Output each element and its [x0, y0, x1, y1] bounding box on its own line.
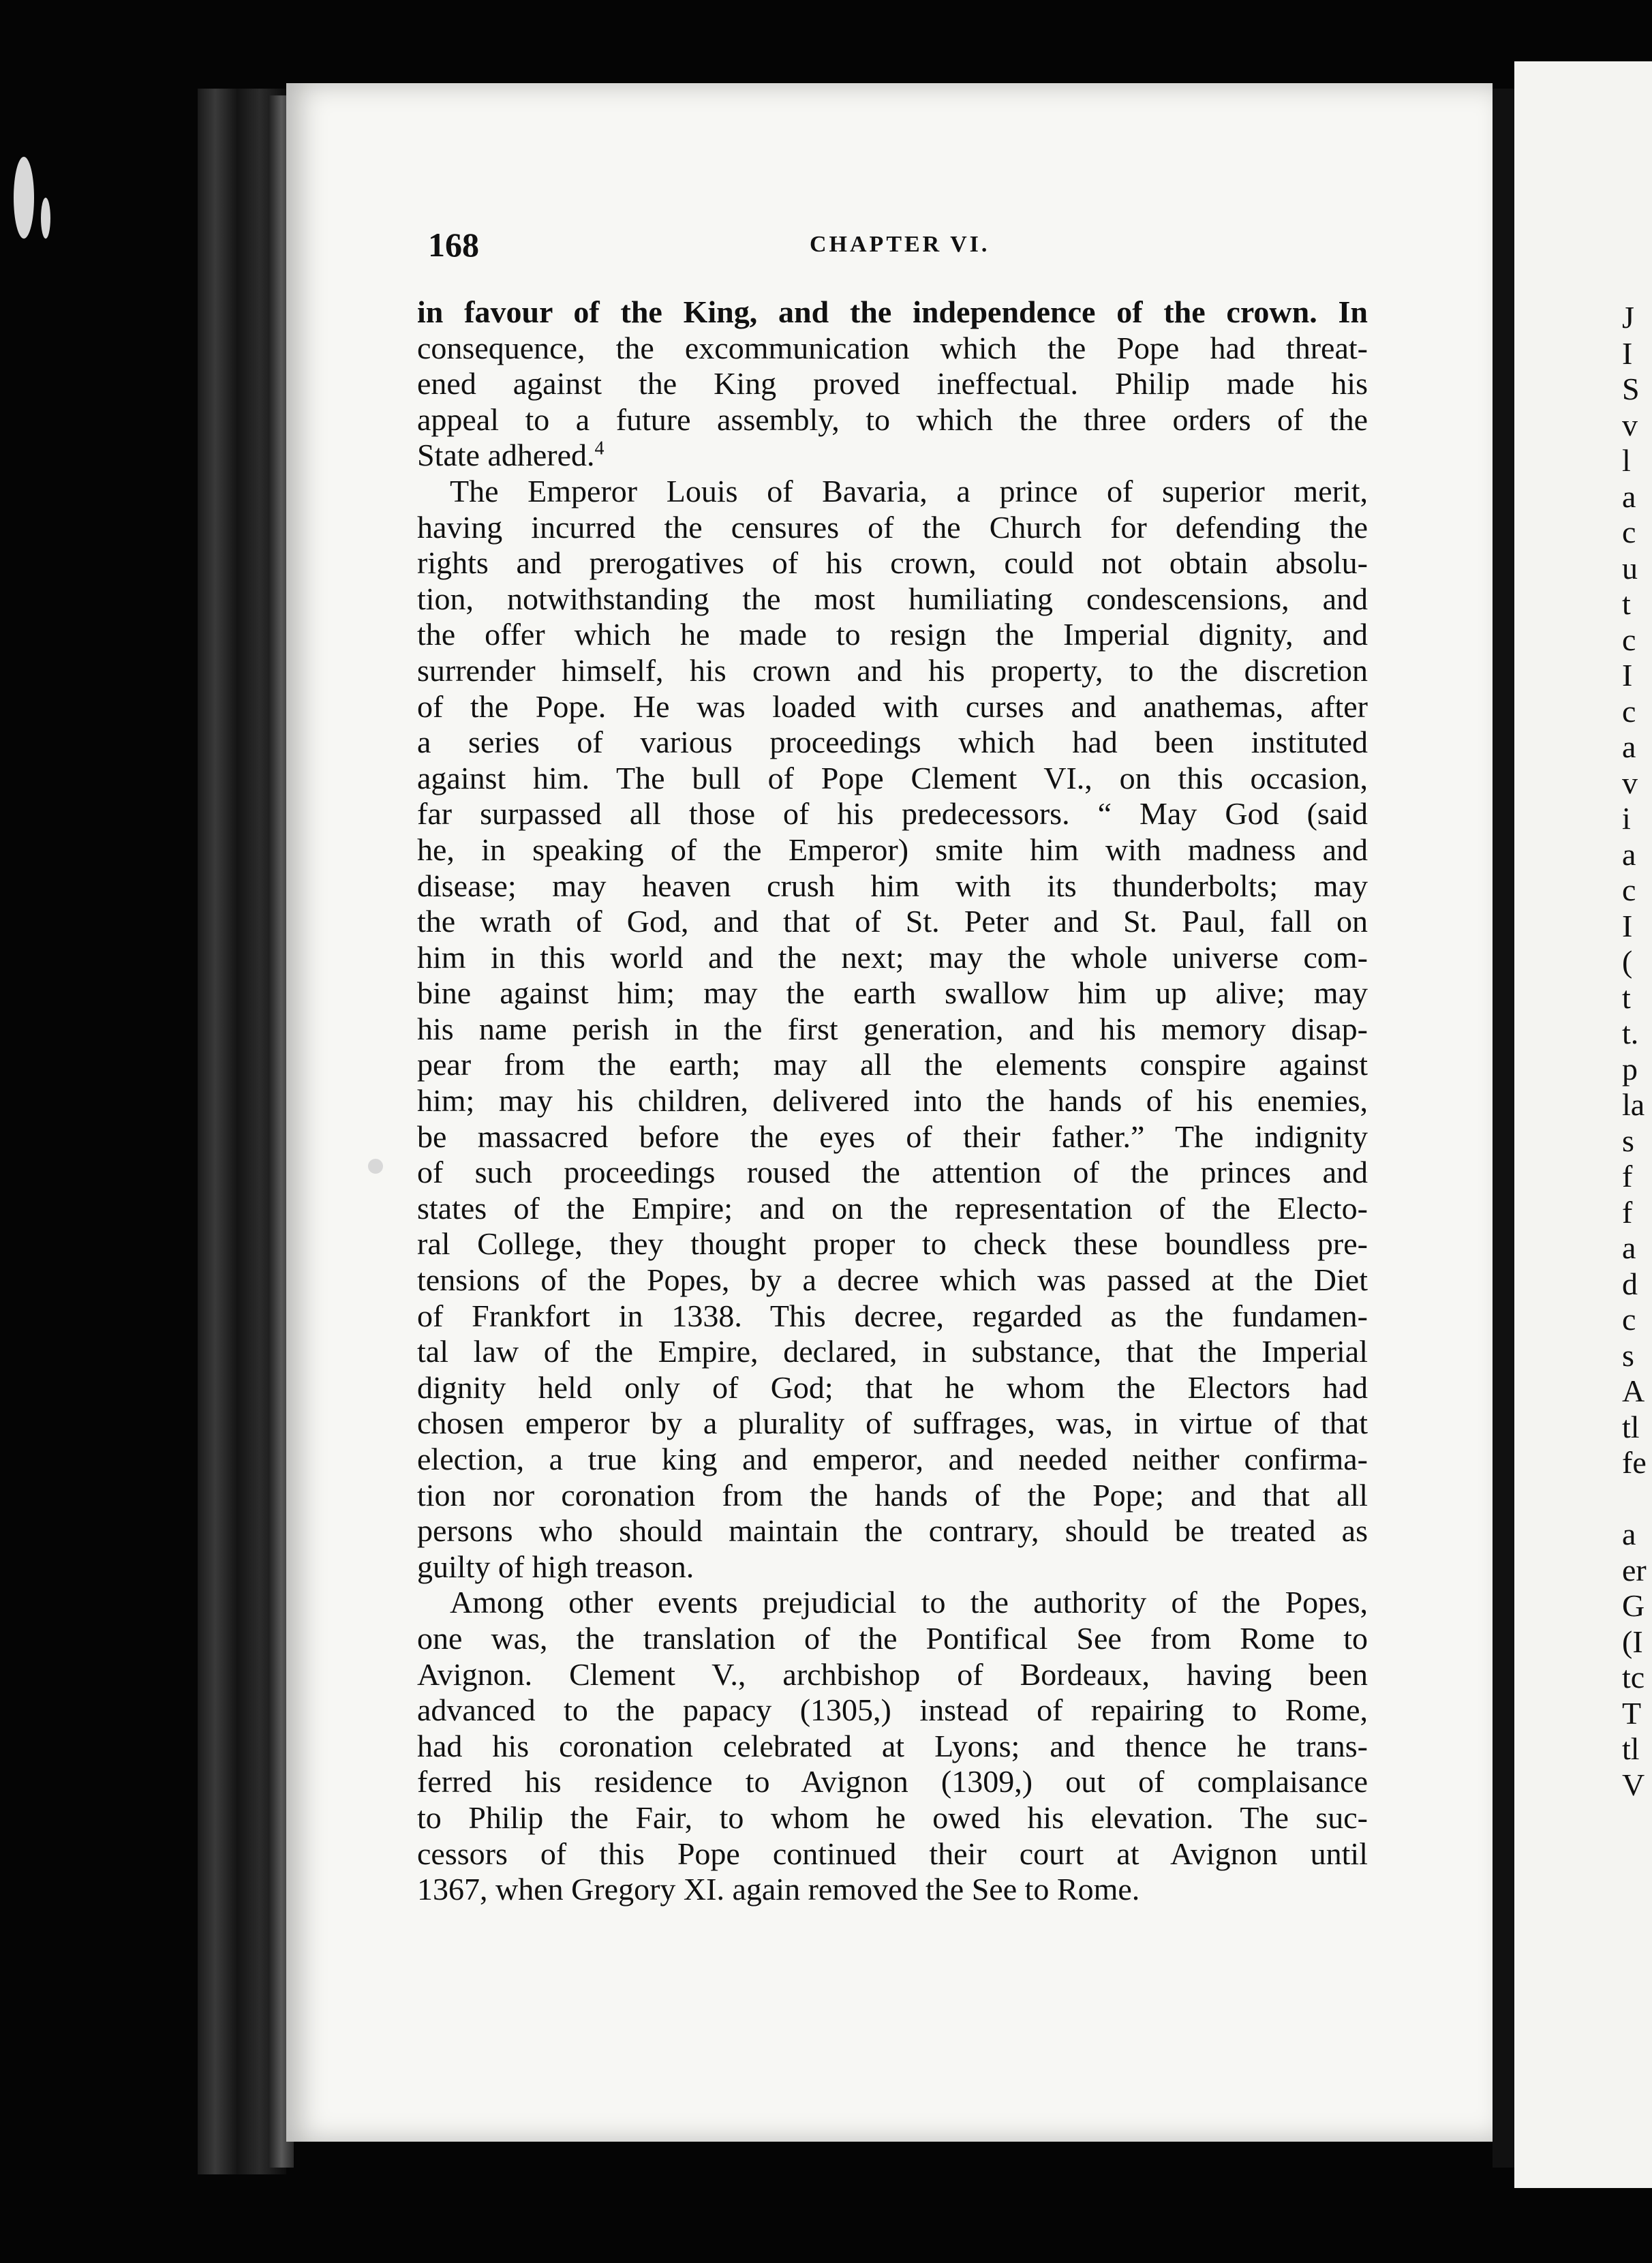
- fragment-letter: (I: [1622, 1624, 1643, 1659]
- fragment-letter: v: [1622, 407, 1638, 442]
- fragment-letter: tl: [1622, 1409, 1640, 1444]
- fragment-letter: t: [1622, 979, 1631, 1015]
- text-line: one was, the translation of the Pontifical See from Rome to: [417, 1620, 1368, 1656]
- fragment-letter: u: [1622, 550, 1638, 586]
- text-line: of the Pope. He was loaded with curses and anathemas, after: [417, 688, 1368, 724]
- text-line: of such proceedings roused the attention of the princes and: [417, 1155, 1368, 1190]
- fragment-letter: c: [1622, 622, 1636, 657]
- text-line: surrender himself, his crown and his property, to the discretion: [417, 652, 1368, 688]
- text-line: he, in speaking of the Emperor) smite him with madness and: [417, 832, 1368, 867]
- fragment-letter: I: [1622, 908, 1633, 943]
- paragraph: [417, 474, 1368, 1585]
- fragment-letter: l: [1622, 443, 1631, 478]
- text-line: ral College, they thought proper to check these boundless pre-: [417, 1226, 1368, 1262]
- text-line: tensions of the Popes, by a decree which was passed at the Diet: [417, 1262, 1368, 1298]
- fragment-letter: f: [1622, 1159, 1633, 1194]
- fragment-letter: S: [1622, 371, 1640, 406]
- text-line: bine against him; may the earth swallow him up alive; may: [417, 975, 1368, 1011]
- paragraph: [417, 294, 1368, 474]
- fragment-letter: d: [1622, 1266, 1638, 1301]
- text-line: be massacred before the eyes of their father.” The indignity: [417, 1119, 1368, 1154]
- fragment-letter: c: [1622, 872, 1636, 907]
- fragment-letter: la: [1622, 1087, 1645, 1122]
- text-line: pear from the earth; may all the elements conspire against: [417, 1047, 1368, 1082]
- text-line: the offer which he made to resign the Imperial dignity, and: [417, 617, 1368, 652]
- fragment-letter: a: [1622, 729, 1636, 764]
- text-line: against him. The bull of Pope Clement VI., on this occasion,: [417, 760, 1368, 795]
- fragment-letter: c: [1622, 1302, 1636, 1337]
- scan-speck: [368, 1159, 383, 1174]
- fragment-letter: t.: [1622, 1016, 1639, 1050]
- text-line: persons who should maintain the contrary, should be treated as: [417, 1513, 1368, 1549]
- fragment-letter: t: [1622, 586, 1631, 621]
- page-header: [428, 225, 1368, 266]
- fragment-letter: s: [1622, 1337, 1634, 1373]
- page-number: 168: [428, 226, 479, 264]
- text-line: rights and prerogatives of his crown, could not obtain absolu-: [417, 545, 1368, 581]
- text-line: far surpassed all those of his predecessors. “ May God (said: [417, 796, 1368, 832]
- text-line: consequence, the excommunication which the Pope had threat-: [417, 330, 1368, 365]
- text-line: chosen emperor by a plurality of suffrages, was, in virtue of that: [417, 1406, 1368, 1441]
- text-line: tal law of the Empire, declared, in substance, that the Imperial: [417, 1334, 1368, 1369]
- text-line: guilty of high treason.: [417, 1549, 694, 1584]
- text-line: advanced to the papacy (1305,) instead of repairing to Rome,: [417, 1692, 1368, 1728]
- text-line: Among other events prejudicial to the authority of the Popes,: [450, 1585, 1368, 1620]
- fragment-letter: J: [1622, 300, 1634, 335]
- text-line: disease; may heaven crush him with its thunderbolts; may: [417, 868, 1368, 903]
- fragment-letter: a: [1622, 479, 1636, 514]
- footnote-reference: 4: [594, 438, 605, 460]
- fragment-letter: i: [1622, 801, 1631, 836]
- text-line: cessors of this Pope continued their court at Avignon until: [417, 1836, 1368, 1871]
- text-line: to Philip the Fair, to whom he owed his elevation. The suc-: [417, 1799, 1368, 1835]
- text-line: of Frankfort in 1338. This decree, regarded as the fundamen-: [417, 1298, 1368, 1333]
- text-line: him in this world and the next; may the whole universe com-: [417, 939, 1368, 975]
- text-line: his name perish in the first generation, and his memory disap-: [417, 1011, 1368, 1046]
- fragment-letter: A: [1622, 1373, 1645, 1408]
- text-line: election, a true king and emperor, and needed neither confirma-: [417, 1442, 1368, 1476]
- right-page-text-fragment: [1622, 300, 1652, 1803]
- fragment-letter: I: [1622, 658, 1633, 693]
- text-line: The Emperor Louis of Bavaria, a prince of superior merit,: [450, 473, 1368, 508]
- text-line: Avignon. Clement V., archbishop of Bordeaux, having been: [417, 1656, 1368, 1692]
- gutter: [1493, 89, 1514, 2168]
- fragment-letter: I: [1622, 335, 1633, 371]
- text-line: having incurred the censures of the Church for defending the: [417, 509, 1368, 545]
- text-line: him; may his children, delivered into the hands of his enemies,: [417, 1083, 1368, 1119]
- text-line: had his coronation celebrated at Lyons; and thence he trans-: [417, 1728, 1368, 1763]
- text-line: the wrath of God, and that of St. Peter and St. Paul, fall on: [417, 904, 1368, 939]
- fragment-letter: a: [1622, 1517, 1636, 1551]
- fragment-letter: p: [1622, 1051, 1638, 1087]
- text-line: tion nor coronation from the hands of the Pope; and that all: [417, 1477, 1368, 1513]
- scan-speck: [14, 157, 34, 239]
- scan-speck: [41, 198, 50, 239]
- fragment-letter: T: [1622, 1695, 1642, 1731]
- running-head: CHAPTER VI.: [810, 232, 990, 257]
- text-line: State adhered.$^4$: [417, 438, 605, 473]
- fragment-letter: f: [1622, 1194, 1633, 1230]
- fragment-letter: V: [1622, 1767, 1645, 1802]
- fragment-letter: a: [1622, 1230, 1636, 1265]
- text-line: 1367, when Gregory XI. again removed the See to Rome.: [417, 1872, 1140, 1907]
- fragment-letter: tl: [1622, 1731, 1640, 1766]
- text-line: a series of various proceedings which had been instituted: [417, 725, 1368, 760]
- text-line: in favour of the King, and the independence of the crown. In: [417, 294, 1368, 329]
- fragment-letter: G: [1622, 1588, 1645, 1623]
- paragraph: [417, 1585, 1368, 1907]
- fragment-letter: er: [1622, 1552, 1647, 1588]
- fragment-letter: c: [1622, 515, 1636, 549]
- fragment-letter: v: [1622, 765, 1638, 800]
- body-text: [417, 294, 1368, 1908]
- fragment-letter: (: [1622, 944, 1633, 979]
- text-line: appeal to a future assembly, to which the three orders of the: [417, 401, 1368, 437]
- text-line: ferred his residence to Avignon (1309,) out of complaisance: [417, 1764, 1368, 1799]
- text-line: tion, notwithstanding the most humiliating condescensions, and: [417, 581, 1368, 616]
- fragment-letter: tc: [1622, 1660, 1645, 1695]
- text-line: states of the Empire; and on the representation of the Electo-: [417, 1190, 1368, 1226]
- fragment-letter: s: [1622, 1123, 1634, 1158]
- text-line: ened against the King proved ineffectual. Philip made his: [417, 366, 1368, 401]
- fragment-letter: [1622, 1481, 1652, 1517]
- text-line: dignity held only of God; that he whom the Electors had: [417, 1369, 1368, 1405]
- fragment-letter: a: [1622, 836, 1636, 872]
- fragment-letter: c: [1622, 693, 1636, 729]
- fragment-letter: fe: [1622, 1445, 1647, 1480]
